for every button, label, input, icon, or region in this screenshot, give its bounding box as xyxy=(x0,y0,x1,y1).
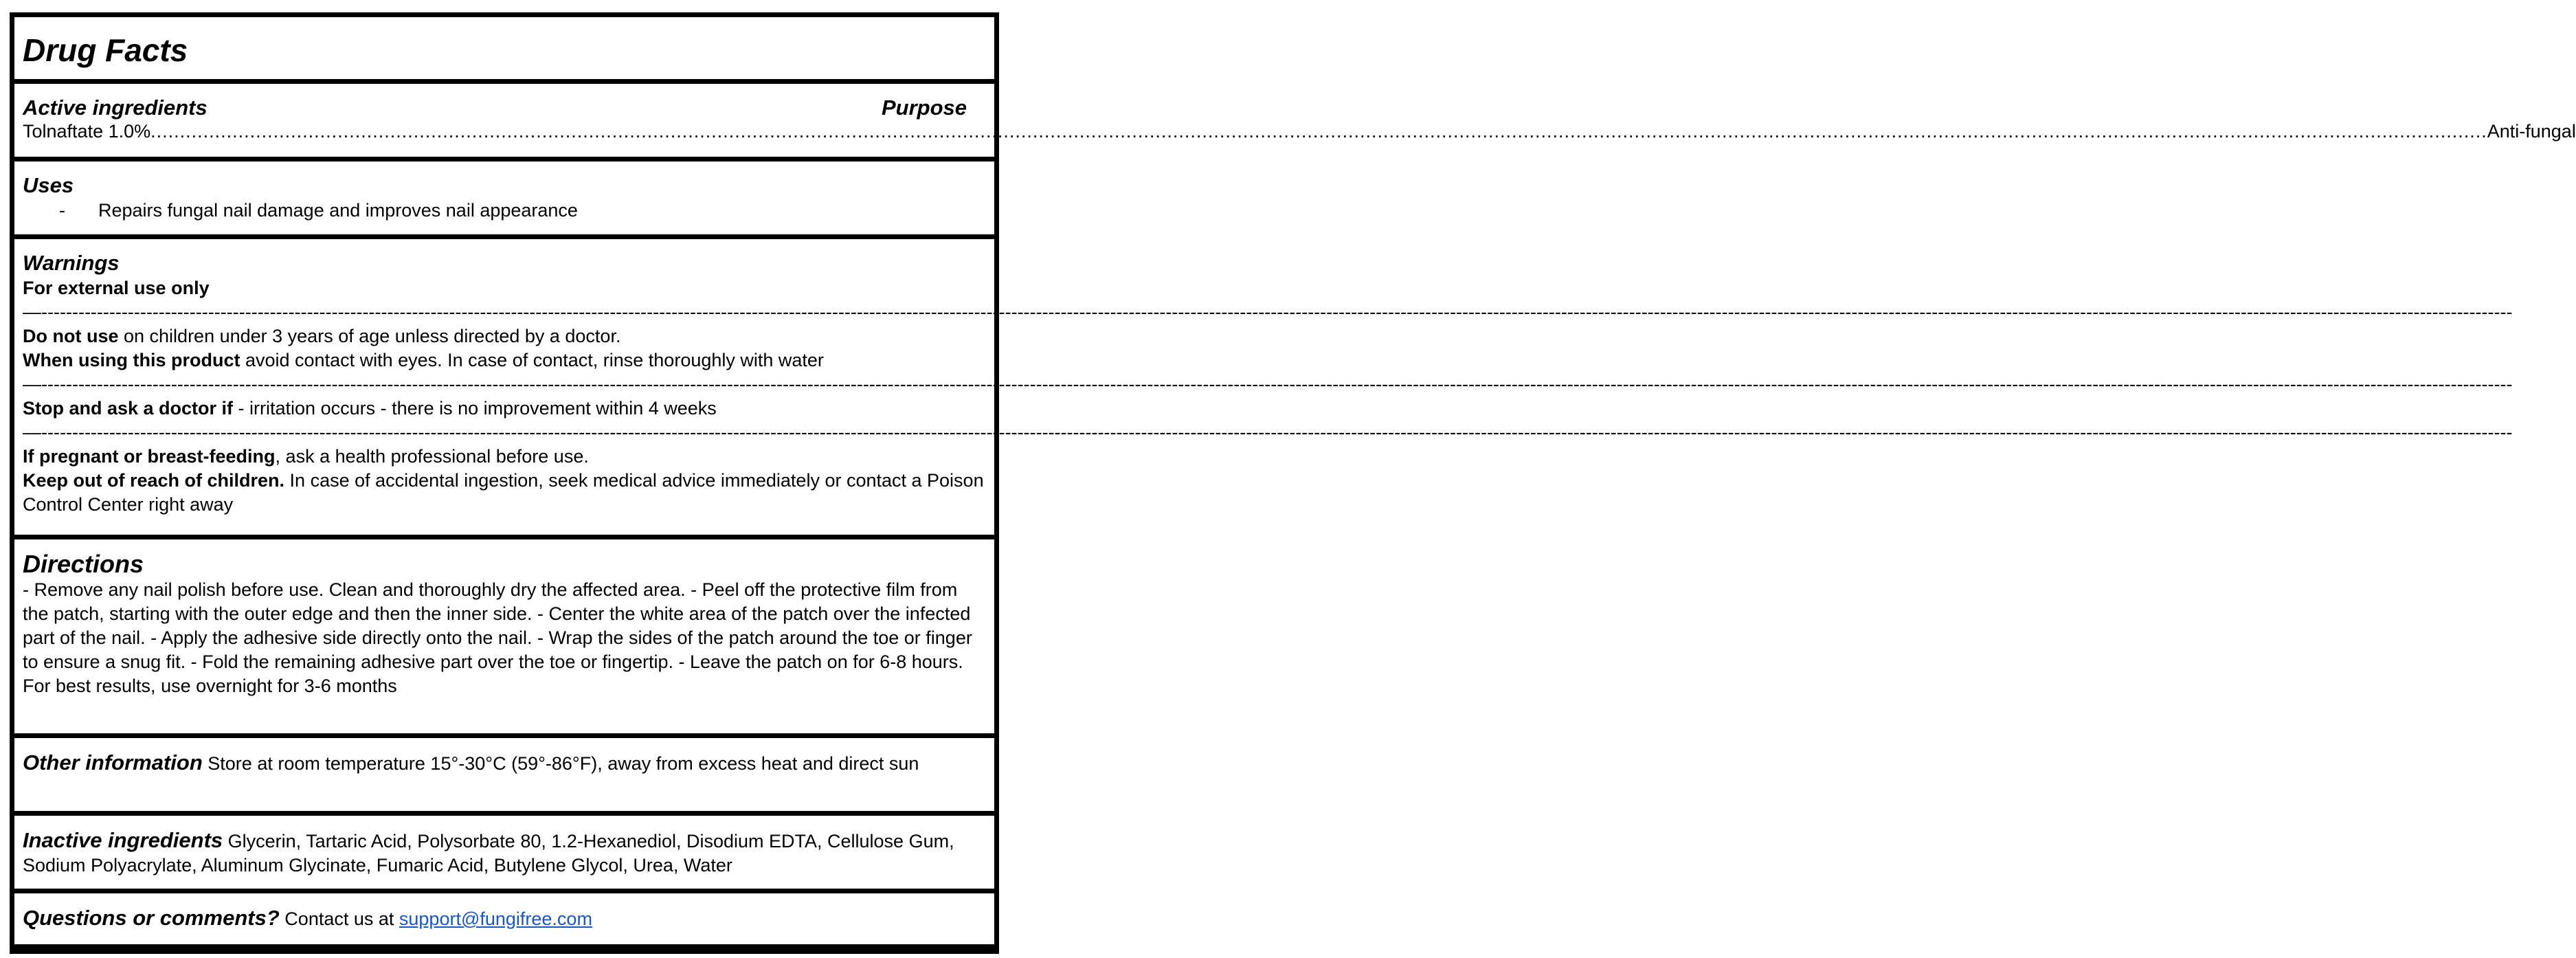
questions-section xyxy=(14,893,994,944)
active-ingredients-section xyxy=(14,84,2576,157)
pregnant-paragraph xyxy=(23,445,985,469)
warnings-heading: Warnings xyxy=(23,251,120,275)
pregnant-text: , ask a health professional before use. xyxy=(275,446,589,467)
when-using-paragraph xyxy=(23,348,985,372)
stop-ask-doctor-paragraph xyxy=(23,397,985,421)
active-ingredient-name: Tolnaftate 1.0% xyxy=(23,121,151,142)
drug-facts-title: Drug Facts xyxy=(23,32,188,68)
keep-label: Keep out of reach of children. xyxy=(23,470,285,491)
inactive-ingredients-section xyxy=(14,816,994,889)
active-ingredient-row xyxy=(23,120,2576,144)
when-using-label: When using this product xyxy=(23,350,240,370)
list-bullet: - xyxy=(59,200,65,221)
divider: —---------------------------------------------------------------------------------------------------------------------------------------------------------------------------------------------------------------------------------------------------------------------------------------------------------------------------------------------------------------------------------------------------------------- xyxy=(23,374,2513,394)
warnings-section xyxy=(14,239,2513,535)
do-not-use-paragraph xyxy=(23,324,985,348)
drug-facts-panel xyxy=(10,12,2576,954)
support-email-link[interactable]: support@fungifree.com xyxy=(399,909,592,929)
active-ingredients-heading: Active ingredients xyxy=(23,96,208,120)
directions-heading: Directions xyxy=(23,550,144,578)
other-information-paragraph xyxy=(23,750,985,776)
do-not-use-label: Do not use xyxy=(23,326,119,346)
questions-heading: Questions or comments? xyxy=(23,906,280,930)
stop-label: Stop and ask a doctor if xyxy=(23,398,234,419)
title-section xyxy=(14,17,994,79)
external-use-warning: For external use only xyxy=(23,278,210,298)
stop-text: - irritation occurs - there is no improvement within 4 weeks xyxy=(233,398,717,419)
directions-section xyxy=(14,539,994,733)
uses-section xyxy=(14,161,994,234)
uses-heading: Uses xyxy=(23,173,74,197)
uses-item-text: Repairs fungal nail damage and improves nail appearance xyxy=(98,200,578,221)
inactive-ingredients-heading: Inactive ingredients xyxy=(23,828,223,852)
directions-text: - Remove any nail polish before use. Clean and thoroughly dry the affected area. - Peel off the protective film from the patch, starting with the outer edge and then the inner side. - Center the white area of the patch over the infected part of the nail. - Apply the adhesive side directly onto the nail. - Wrap the sides of the patch around the toe or finger to ensure a snug fit. - Fold the remaining adhesive part over the toe or fingertip. - Leave the patch on for 6-8 hours. For best results, use overnight for 3-6 months xyxy=(23,579,972,696)
when-using-text: avoid contact with eyes. In case of contact, rinse thoroughly with water xyxy=(240,350,824,370)
other-information-text: Store at room temperature 15°-30°C (59°-86°F), away from excess heat and direct sun xyxy=(202,753,919,774)
pregnant-label: If pregnant or breast-feeding xyxy=(23,446,276,467)
other-information-heading: Other information xyxy=(23,750,203,775)
inactive-ingredients-text: Glycerin, Tartaric Acid, Polysorbate 80, 1.2-Hexanediol, Disodium EDTA, Cellulose Gum, Sodium Polyacrylate, Aluminum Glycinate, Fumaric Acid, Butylene Glycol, Urea, Water xyxy=(23,831,954,876)
active-ingredients-header-row xyxy=(23,95,985,121)
keep-out-of-reach-paragraph xyxy=(23,469,985,517)
dot-leader: ................................................................................................................................................................................................................................................................................................................................................................................................................ xyxy=(150,121,2487,142)
keep-text: In case of accidental ingestion, seek medical advice immediately or contact a Poison Control Center right away xyxy=(23,470,984,515)
do-not-use-text: on children under 3 years of age unless directed by a doctor. xyxy=(118,326,621,346)
divider: —---------------------------------------------------------------------------------------------------------------------------------------------------------------------------------------------------------------------------------------------------------------------------------------------------------------------------------------------------------------------------------------------------------------- xyxy=(23,422,2513,443)
other-information-section xyxy=(14,738,994,811)
questions-paragraph xyxy=(23,906,985,931)
list-item xyxy=(23,199,985,223)
inactive-ingredients-paragraph xyxy=(23,828,985,878)
active-ingredient-purpose: Anti-fungal xyxy=(2487,121,2576,142)
questions-text: Contact us at xyxy=(279,909,399,929)
divider: —---------------------------------------------------------------------------------------------------------------------------------------------------------------------------------------------------------------------------------------------------------------------------------------------------------------------------------------------------------------------------------------------------------------- xyxy=(23,302,2513,322)
purpose-heading: Purpose xyxy=(881,96,967,120)
